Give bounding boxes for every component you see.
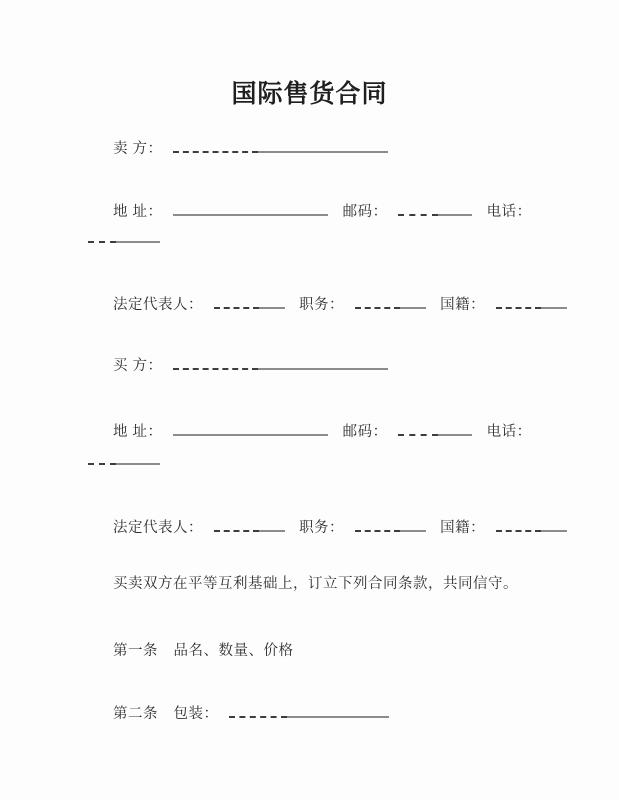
blank-line-dashed-segment: [398, 200, 438, 216]
legal-rep-label: 法定代表人：: [113, 520, 203, 536]
packing-blank: [229, 702, 389, 722]
blank-line-solid-segment: [258, 137, 388, 153]
address-label: 地 址：: [113, 424, 163, 440]
blank-line-dashed-segment: [88, 227, 116, 243]
buyer-nationality-blank: [496, 516, 567, 536]
blank-line-dashed-segment: [229, 702, 287, 718]
buyer-address-row: [113, 420, 538, 441]
buyer-label: 买 方：: [113, 358, 163, 374]
blank-line-dashed-segment: [496, 516, 541, 532]
zip-label: 邮码：: [342, 204, 388, 220]
zip-label: 邮码：: [342, 424, 388, 440]
buyer-phone-blank: [88, 449, 160, 469]
blank-line-dashed-segment: [398, 420, 438, 436]
article-2-title: 包装：: [173, 706, 219, 722]
article-1-title: 品名、数量、价格: [173, 643, 294, 659]
blank-line-solid-segment: [400, 516, 426, 532]
seller-address-row: [113, 200, 538, 221]
seller-phone-continuation-row: [88, 227, 160, 247]
buyer-name-blank: [173, 354, 388, 374]
page-title: 国际售货合同: [231, 80, 388, 108]
blank-line-solid-segment: [438, 200, 472, 216]
buyer-row: [113, 354, 388, 375]
phone-label: 电话：: [486, 424, 532, 440]
blank-line-dashed-segment: [355, 293, 400, 309]
blank-line-solid-segment: [173, 420, 328, 436]
buyer-legal-rep-row: [113, 516, 567, 537]
seller-zip-blank: [398, 200, 472, 220]
duty-label: 职务：: [299, 297, 345, 313]
blank-line-solid-segment: [173, 200, 328, 216]
buyer-duty-blank: [355, 516, 426, 536]
nationality-label: 国籍：: [440, 297, 486, 313]
seller-name-blank: [173, 137, 388, 157]
buyer-address-blank: [173, 420, 328, 440]
article-2-row: [113, 702, 389, 723]
article-1-number: 第一条: [113, 643, 158, 659]
blank-line-solid-segment: [287, 702, 389, 718]
blank-line-solid-segment: [541, 516, 567, 532]
blank-line-solid-segment: [259, 516, 285, 532]
blank-line-solid-segment: [438, 420, 472, 436]
seller-phone-blank: [88, 227, 160, 247]
blank-line-solid-segment: [259, 293, 285, 309]
seller-nationality-blank: [496, 293, 567, 313]
seller-row: [113, 137, 388, 158]
legal-rep-label: 法定代表人：: [113, 297, 203, 313]
blank-line-solid-segment: [400, 293, 426, 309]
blank-line-solid-segment: [258, 354, 388, 370]
blank-line-dashed-segment: [88, 449, 116, 465]
blank-line-dashed-segment: [173, 354, 258, 370]
seller-duty-blank: [355, 293, 426, 313]
article-1-row: [113, 639, 294, 660]
blank-line-dashed-segment: [496, 293, 541, 309]
nationality-label: 国籍：: [440, 520, 486, 536]
seller-label: 卖 方：: [113, 141, 163, 157]
blank-line-solid-segment: [541, 293, 567, 309]
blank-line-dashed-segment: [173, 137, 258, 153]
duty-label: 职务：: [299, 520, 345, 536]
buyer-zip-blank: [398, 420, 472, 440]
phone-label: 电话：: [486, 204, 532, 220]
preamble-text: 买卖双方在平等互利基础上，订立下列合同条款，共同信守。: [113, 576, 518, 592]
blank-line-dashed-segment: [214, 293, 259, 309]
blank-line-dashed-segment: [355, 516, 400, 532]
buyer-legal-rep-blank: [214, 516, 285, 536]
seller-legal-rep-blank: [214, 293, 285, 313]
address-label: 地 址：: [113, 204, 163, 220]
blank-line-solid-segment: [116, 227, 160, 243]
article-2-number: 第二条: [113, 706, 158, 722]
seller-address-blank: [173, 200, 328, 220]
seller-legal-rep-row: [113, 293, 567, 314]
blank-line-solid-segment: [116, 449, 160, 465]
buyer-phone-continuation-row: [88, 449, 160, 469]
blank-line-dashed-segment: [214, 516, 259, 532]
